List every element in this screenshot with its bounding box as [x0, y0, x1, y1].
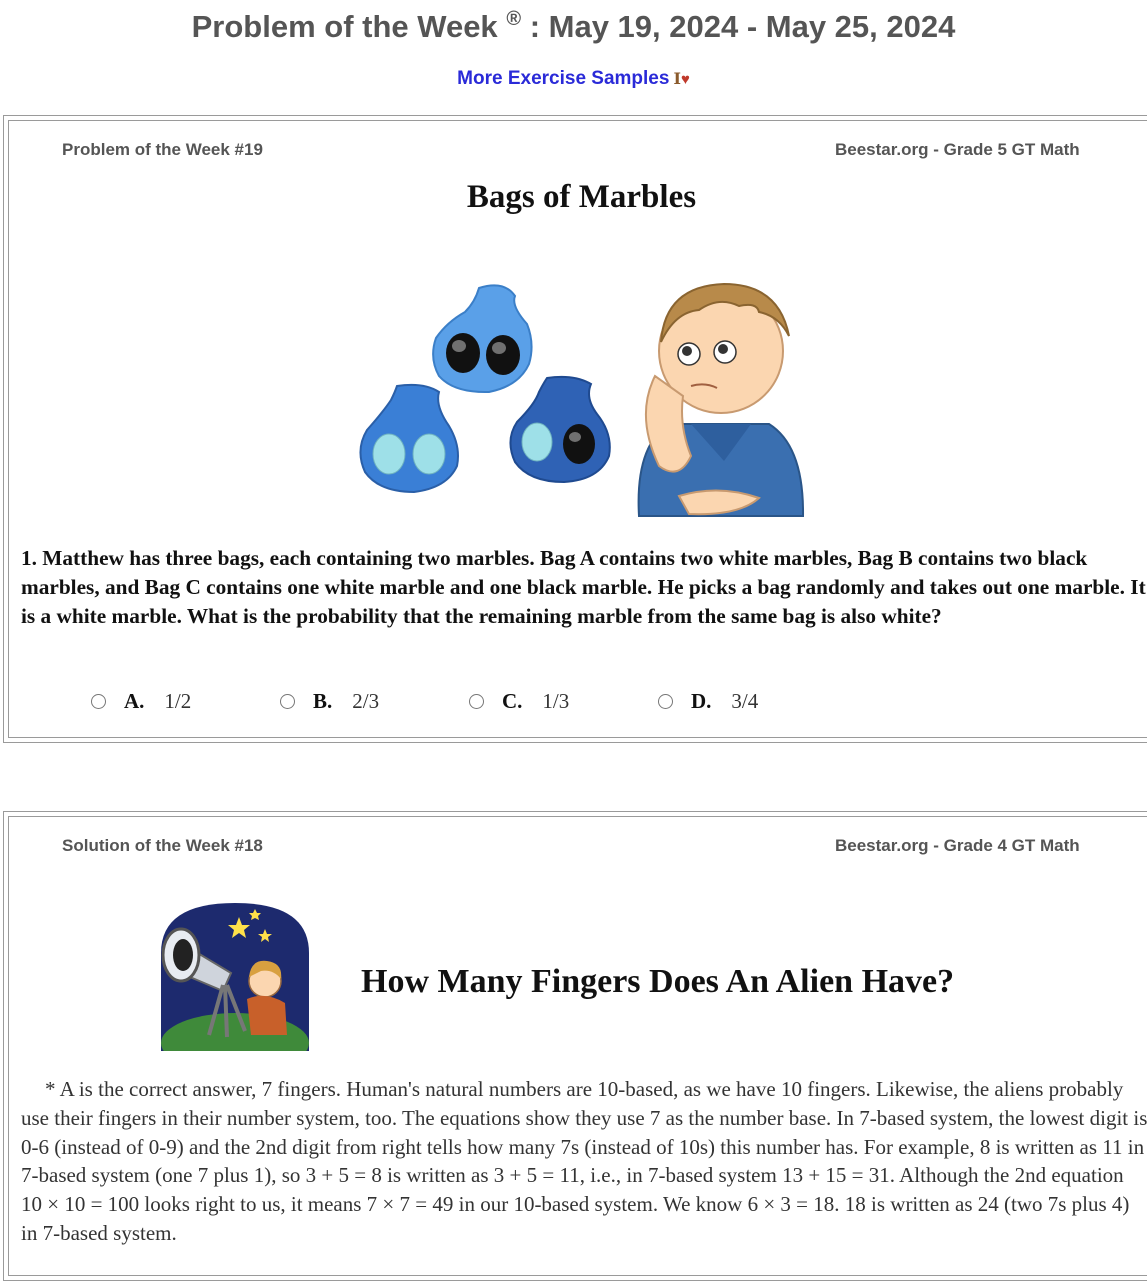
problem-label: Problem of the Week #19 — [62, 140, 263, 159]
thinking-boy-icon — [639, 284, 803, 516]
radio-d[interactable] — [658, 694, 673, 709]
solution-title: How Many Fingers Does An Alien Have? — [361, 963, 955, 1000]
choice-c-value: 1/3 — [542, 689, 570, 713]
title-date-range: : May 19, 2024 - May 25, 2024 — [529, 9, 956, 44]
solution-card — [3, 811, 1147, 1281]
more-samples-row — [0, 68, 1147, 90]
problem-source: Beestar.org - Grade 5 GT Math — [835, 140, 1080, 159]
bag-b-icon — [360, 385, 458, 492]
choice-d-value: 3/4 — [731, 689, 759, 713]
problem-text: 1. Matthew has three bags, each containing two marbles. Bag A contains two white marbles, Bag B contains two black marbles, and Bag C contains one white marble and one black marble. He picks a bag randomly and takes out one marble. It is a white marble. What is the probability that the remaining marble from the same bag is also white? — [21, 546, 1146, 628]
choice-d[interactable] — [658, 689, 758, 714]
heart-icon: ♥ — [680, 71, 690, 88]
solution-card-inner — [8, 816, 1147, 1276]
registered-mark: ® — [506, 8, 522, 30]
choice-b-value: 2/3 — [352, 689, 380, 713]
choice-c[interactable] — [469, 689, 569, 714]
answer-choices — [9, 689, 1147, 719]
solution-label: Solution of the Week #18 — [62, 836, 263, 855]
bag-a-icon — [433, 285, 531, 392]
choice-d-letter: D. — [691, 689, 712, 713]
i-love-text: I — [673, 69, 681, 88]
radio-a[interactable] — [91, 694, 106, 709]
solution-source: Beestar.org - Grade 4 GT Math — [835, 836, 1080, 855]
choice-a[interactable] — [91, 689, 191, 714]
page-title — [0, 8, 1147, 45]
telescope-illustration — [161, 903, 309, 1051]
solution-text: * A is the correct answer, 7 fingers. Human's natural numbers are 10-based, as we have 10 fingers. Likewise, the aliens probably use their fingers in their number system, too. The equations show they use 7 as the number base. In 7-based system, the lowest digit is 0-6 (instead of 0-9) and the 2nd digit from right tells how many 7s (instead of 10s) this number has. For example, 8 is written as 11 in 7-based system (one 7 plus 1), so 3 + 5 = 8 is written as 3 + 5 = 11, i.e., in 7-based system 13 + 15 = 31. Although the 2nd equation 10 × 10 = 100 looks right to us, it means 7 × 7 = 49 in our 10-based system. We know 6 × 3 = 18. 18 is written as 24 (two 7s plus 4) in 7-based system. — [21, 1077, 1147, 1245]
choice-b[interactable] — [280, 689, 379, 714]
bag-c-icon — [510, 377, 609, 482]
problem-card-inner — [8, 120, 1147, 738]
choice-a-letter: A. — [124, 689, 145, 713]
more-exercise-samples-link[interactable]: More Exercise Samples — [457, 68, 670, 89]
title-text: Problem of the Week — [191, 9, 498, 44]
problem-card — [3, 115, 1147, 743]
choice-a-value: 1/2 — [164, 689, 192, 713]
marble-bags-illustration — [339, 266, 839, 521]
choice-c-letter: C. — [502, 689, 523, 713]
choice-b-letter: B. — [313, 689, 333, 713]
problem-title: Bags of Marbles — [466, 179, 697, 215]
radio-c[interactable] — [469, 694, 484, 709]
radio-b[interactable] — [280, 694, 295, 709]
